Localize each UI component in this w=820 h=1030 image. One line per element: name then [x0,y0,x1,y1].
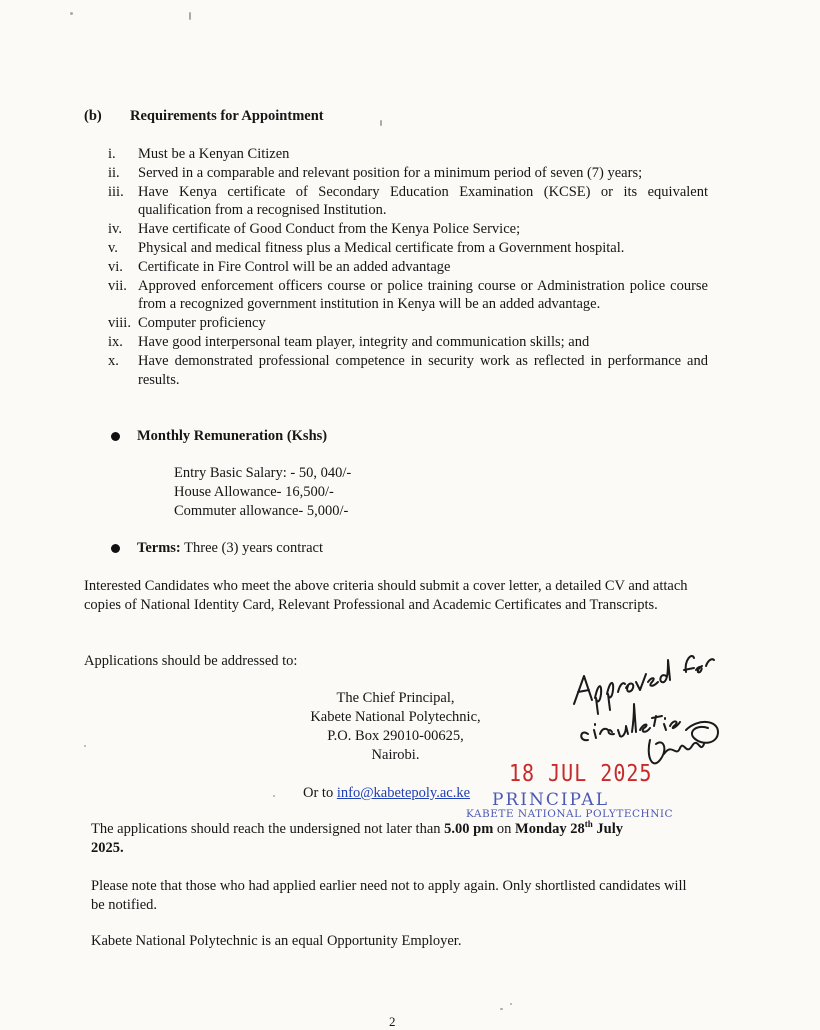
page-number: 2 [389,1014,396,1029]
list-text: Have demonstrated professional competence in security work as reflected in performance and results. [138,352,708,388]
list-item [108,277,708,315]
handwritten-approval-signature [568,638,728,778]
section-letter: (b) [84,108,102,124]
list-text: Have Kenya certificate of Secondary Education Examination (KCSE) or its equivalent qualification from a recognised Institution. [138,183,708,219]
terms-text: Three (3) years contract [180,540,324,556]
deadline-sup: th [584,819,593,830]
address-block [298,689,493,765]
list-text: Served in a comparable and relevant position for a minimum period of seven (7) years; [138,164,643,181]
applications-addressed: Applications should be addressed to: [84,653,298,669]
or-to-line [303,785,470,802]
scan-speck [189,12,191,20]
list-item [108,145,708,164]
list-text: Have good interpersonal team player, integrity and communication skills; and [138,333,590,350]
deadline-before: The applications should reach the undersigned not later than [91,821,445,837]
list-text: Must be a Kenyan Citizen [138,146,290,162]
bullet-icon [111,432,120,441]
list-number: x. [108,352,119,369]
list-item [108,183,708,221]
deadline-day: Monday 28 [515,821,585,837]
address-line: P.O. Box 29010-00625, [327,728,464,744]
note-paragraph: Please note that those who had applied earlier need not to apply again. Only shortlisted candidates will be notified. [91,878,687,913]
deadline-time: 5.00 pm [444,821,494,837]
list-item [108,220,708,239]
list-number: vii. [108,277,127,294]
terms-label: Terms: [137,540,181,556]
list-text: Computer proficiency [138,315,266,332]
list-item [108,239,708,258]
list-number: i. [108,146,116,162]
interested-paragraph: Interested Candidates who meet the above criteria should submit a cover letter, a detailed CV and attach copies of National Identity Card, Relevant Professional and Academic Certificates and Transcripts. [84,578,688,613]
scan-speck [500,1008,503,1010]
stamp-institution: KABETE NATIONAL POLYTECHNIC [466,808,674,820]
requirements-list [108,145,708,389]
list-number: iv. [108,221,122,238]
bullet-icon [111,544,120,553]
scan-speck [380,120,382,126]
list-item [108,164,708,183]
address-line: Nairobi. [371,747,420,763]
list-number: viii. [108,315,131,332]
deadline-middle: on [493,821,516,837]
address-line: The Chief Principal, [336,690,455,706]
address-line: Kabete National Polytechnic, [310,709,481,725]
list-text: Have certificate of Good Conduct from the Kenya Police Service; [138,221,521,238]
list-number: ix. [108,333,123,350]
deadline-year: 2025. [91,840,124,856]
salary-line: House Allowance- 16,500/- [174,484,334,500]
remuneration-heading: Monthly Remuneration (Kshs) [137,428,328,444]
salary-line: Commuter allowance- 5,000/- [174,503,349,519]
scan-speck [70,12,73,15]
email-link[interactable]: info@kabetepoly.ac.ke [336,785,471,801]
salary-line: Entry Basic Salary: - 50, 040/- [174,465,352,481]
scan-speck [510,1003,512,1005]
section-heading: Requirements for Appointment [130,108,324,124]
stamp-date: 18 JUL 2025 [509,759,653,787]
deadline-month: July [592,821,623,837]
list-number: vi. [108,258,123,275]
scan-speck [273,795,275,797]
list-text: Physical and medical fitness plus a Medical certificate from a Government hospital. [138,239,625,256]
salary-block [174,464,351,521]
list-number: ii. [108,164,120,181]
list-number: iii. [108,183,124,200]
stamp-title: PRINCIPAL [492,790,609,810]
list-text: Certificate in Fire Control will be an added advantage [138,258,451,275]
list-item [108,314,708,333]
equal-opportunity: Kabete National Polytechnic is an equal Opportunity Employer. [91,933,462,949]
or-to-text: Or to [303,785,337,801]
list-number: v. [108,239,118,256]
scan-speck [84,745,86,747]
list-item [108,333,708,352]
deadline-paragraph [91,820,711,858]
list-item [108,352,708,390]
terms-line [137,540,323,557]
list-text: Approved enforcement officers course or police training course or Administration police course from a recognized government institution in Kenya will be an added advantage. [138,277,708,313]
list-item [108,258,708,277]
